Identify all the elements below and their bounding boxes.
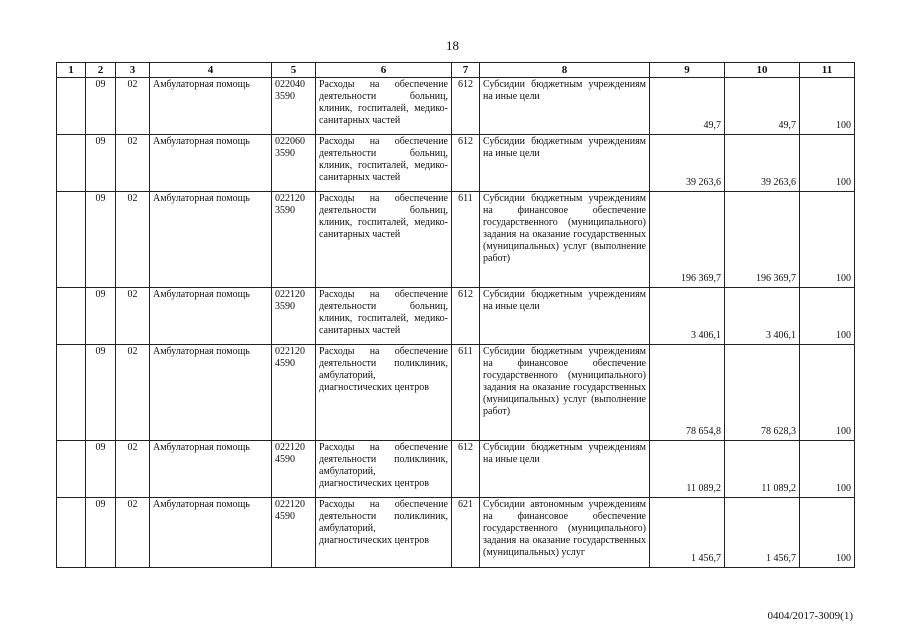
- cell-section-name: Амбулаторная помощь: [150, 78, 272, 135]
- cell-percent: 100: [800, 498, 855, 568]
- column-header: 4: [150, 63, 272, 78]
- cell-col1: [57, 78, 86, 135]
- budget-table: [56, 62, 855, 568]
- cell-expense-name: Субсидии бюджетным учреждениям на иные цели: [480, 135, 650, 192]
- page-number: 18: [446, 38, 459, 53]
- cell-actual: 11 089,2: [725, 441, 800, 498]
- cell-col1: [57, 498, 86, 568]
- column-header: 1: [57, 63, 86, 78]
- column-header: 9: [650, 63, 725, 78]
- cell-actual: 39 263,6: [725, 135, 800, 192]
- cell-subsection: 02: [116, 192, 150, 288]
- cell-expense-name: Субсидии бюджетным учреждениям на иные цели: [480, 441, 650, 498]
- cell-percent: 100: [800, 288, 855, 345]
- header-row: [57, 63, 855, 78]
- table-row: [57, 441, 855, 498]
- column-header: 5: [272, 63, 316, 78]
- cell-target-code: 022120 3590: [272, 288, 316, 345]
- cell-actual: 78 628,3: [725, 345, 800, 441]
- cell-target-name: Расходы на обеспечение деятельности больниц, клиник, госпиталей, медико-санитарных частей: [316, 78, 452, 135]
- cell-subsection: 02: [116, 288, 150, 345]
- table-row: [57, 345, 855, 441]
- cell-expense-name: Субсидии бюджетным учреждениям на финансовое обеспечение государственного (муниципального) задания на оказание государственных (муниципальных) услуг (выполнение работ): [480, 345, 650, 441]
- cell-expense-type: 611: [452, 192, 480, 288]
- cell-section: 09: [86, 345, 116, 441]
- table-row: [57, 288, 855, 345]
- cell-section: 09: [86, 441, 116, 498]
- cell-target-name: Расходы на обеспечение деятельности больниц, клиник, госпиталей, медико-санитарных частей: [316, 192, 452, 288]
- cell-expense-name: Субсидии бюджетным учреждениям на иные цели: [480, 78, 650, 135]
- column-header: 3: [116, 63, 150, 78]
- cell-section-name: Амбулаторная помощь: [150, 288, 272, 345]
- cell-target-code: 022120 4590: [272, 498, 316, 568]
- cell-section-name: Амбулаторная помощь: [150, 135, 272, 192]
- table-row: [57, 135, 855, 192]
- column-header: 6: [316, 63, 452, 78]
- cell-actual: 196 369,7: [725, 192, 800, 288]
- cell-expense-type: 612: [452, 441, 480, 498]
- table-row: [57, 78, 855, 135]
- cell-expense-type: 621: [452, 498, 480, 568]
- cell-section-name: Амбулаторная помощь: [150, 345, 272, 441]
- cell-target-name: Расходы на обеспечение деятельности поликлиник, амбулаторий, диагностических центров: [316, 345, 452, 441]
- cell-section: 09: [86, 498, 116, 568]
- cell-actual: 3 406,1: [725, 288, 800, 345]
- cell-col1: [57, 192, 86, 288]
- cell-target-code: 022120 4590: [272, 441, 316, 498]
- cell-planned: 39 263,6: [650, 135, 725, 192]
- cell-target-name: Расходы на обеспечение деятельности больниц, клиник, госпиталей, медико-санитарных частей: [316, 135, 452, 192]
- cell-target-code: 022120 3590: [272, 192, 316, 288]
- cell-section: 09: [86, 135, 116, 192]
- cell-percent: 100: [800, 135, 855, 192]
- column-header: 7: [452, 63, 480, 78]
- cell-expense-name: Субсидии автономным учреждениям на финансовое обеспечение государственного (муниципального) задания на оказание государственных (муниципальных) услуг: [480, 498, 650, 568]
- cell-expense-name: Субсидии бюджетным учреждениям на иные цели: [480, 288, 650, 345]
- cell-target-name: Расходы на обеспечение деятельности больниц, клиник, госпиталей, медико-санитарных частей: [316, 288, 452, 345]
- document-code: 0404/2017-3009(1): [767, 610, 853, 622]
- cell-percent: 100: [800, 192, 855, 288]
- cell-planned: 1 456,7: [650, 498, 725, 568]
- column-header: 8: [480, 63, 650, 78]
- cell-subsection: 02: [116, 441, 150, 498]
- cell-target-name: Расходы на обеспечение деятельности поликлиник, амбулаторий, диагностических центров: [316, 441, 452, 498]
- cell-section: 09: [86, 192, 116, 288]
- cell-planned: 3 406,1: [650, 288, 725, 345]
- cell-target-code: 022040 3590: [272, 78, 316, 135]
- cell-subsection: 02: [116, 78, 150, 135]
- column-header: 11: [800, 63, 855, 78]
- cell-subsection: 02: [116, 345, 150, 441]
- cell-section-name: Амбулаторная помощь: [150, 441, 272, 498]
- cell-subsection: 02: [116, 498, 150, 568]
- cell-expense-name: Субсидии бюджетным учреждениям на финансовое обеспечение государственного (муниципального) задания на оказание государственных (муниципальных) услуг (выполнение работ): [480, 192, 650, 288]
- cell-percent: 100: [800, 441, 855, 498]
- cell-expense-type: 612: [452, 78, 480, 135]
- cell-col1: [57, 345, 86, 441]
- cell-expense-type: 612: [452, 135, 480, 192]
- column-header: 2: [86, 63, 116, 78]
- cell-section: 09: [86, 288, 116, 345]
- cell-col1: [57, 441, 86, 498]
- cell-section: 09: [86, 78, 116, 135]
- cell-section-name: Амбулаторная помощь: [150, 192, 272, 288]
- cell-section-name: Амбулаторная помощь: [150, 498, 272, 568]
- cell-percent: 100: [800, 345, 855, 441]
- cell-subsection: 02: [116, 135, 150, 192]
- cell-percent: 100: [800, 78, 855, 135]
- table-row: [57, 192, 855, 288]
- cell-target-code: 022120 4590: [272, 345, 316, 441]
- cell-actual: 49,7: [725, 78, 800, 135]
- cell-planned: 49,7: [650, 78, 725, 135]
- cell-target-name: Расходы на обеспечение деятельности поликлиник, амбулаторий, диагностических центров: [316, 498, 452, 568]
- cell-planned: 78 654,8: [650, 345, 725, 441]
- cell-expense-type: 612: [452, 288, 480, 345]
- cell-planned: 11 089,2: [650, 441, 725, 498]
- cell-actual: 1 456,7: [725, 498, 800, 568]
- table-row: [57, 498, 855, 568]
- cell-col1: [57, 135, 86, 192]
- cell-col1: [57, 288, 86, 345]
- cell-planned: 196 369,7: [650, 192, 725, 288]
- cell-expense-type: 611: [452, 345, 480, 441]
- cell-target-code: 022060 3590: [272, 135, 316, 192]
- column-header: 10: [725, 63, 800, 78]
